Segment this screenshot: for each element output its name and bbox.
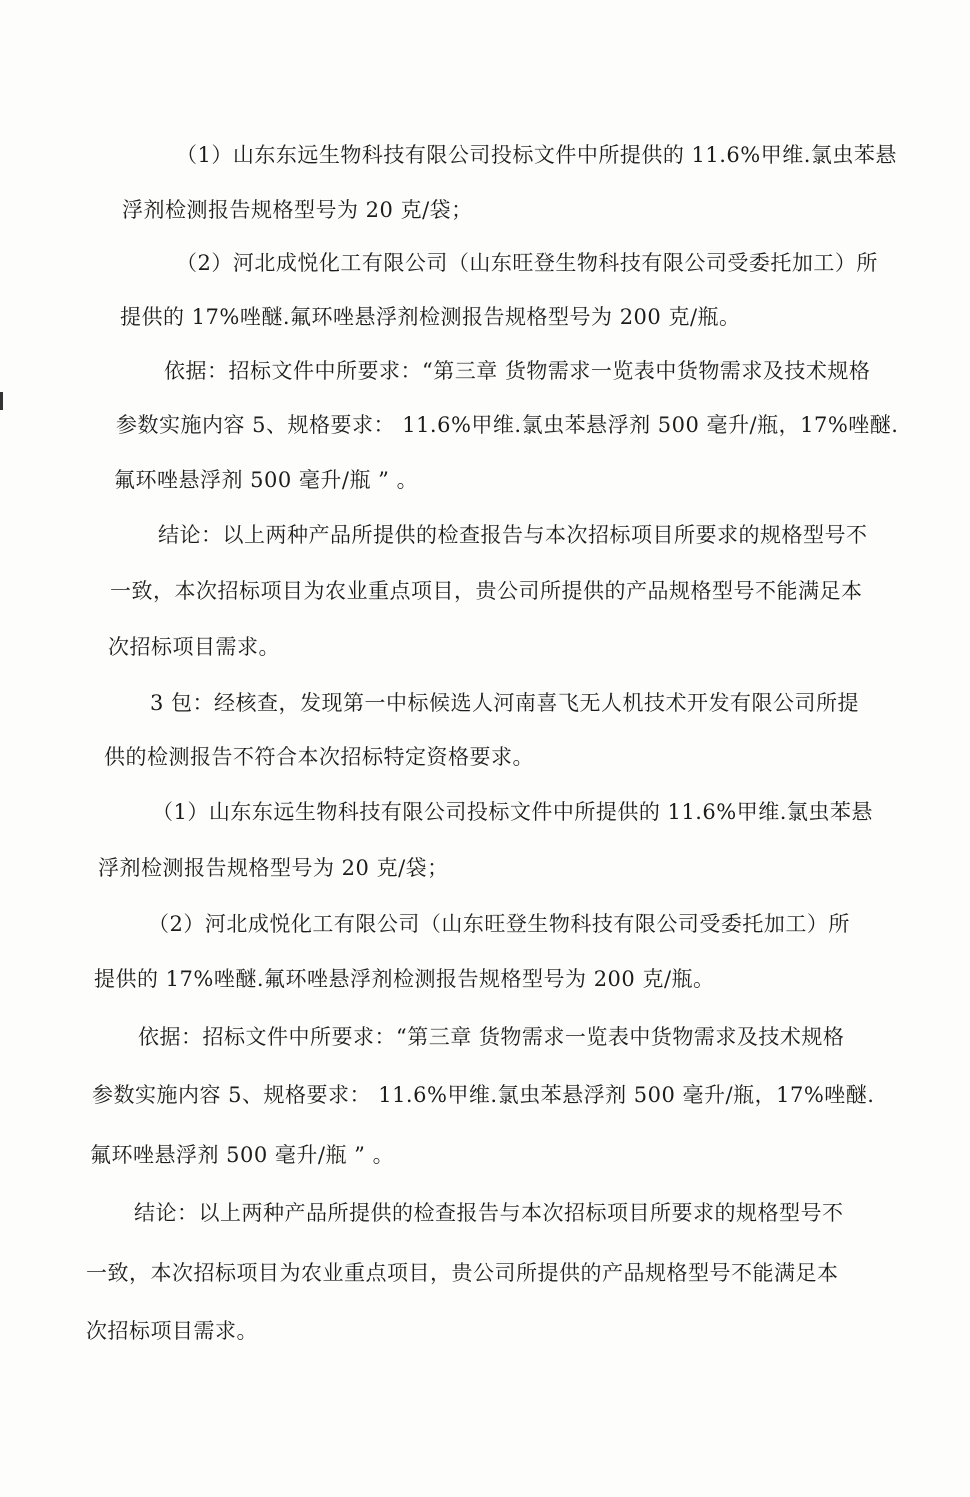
paragraph-line: 结论：以上两种产品所提供的检查报告与本次招标项目所要求的规格型号不 — [158, 523, 868, 547]
paragraph-line: 氟环唑悬浮剂 500 毫升/瓶 ” 。 — [114, 468, 419, 492]
paragraph-line: 一致，本次招标项目为农业重点项目，贵公司所提供的产品规格型号不能满足本 — [86, 1261, 839, 1285]
paragraph-line: （2）河北成悦化工有限公司（山东旺登生物科技有限公司受委托加工）所 — [148, 912, 850, 936]
paragraph-line: 浮剂检测报告规格型号为 20 克/袋； — [98, 856, 449, 880]
paragraph-line: 依据：招标文件中所要求：“第三章 货物需求一览表中货物需求及技术规格 — [164, 359, 871, 383]
paragraph-line: 提供的 17%唑醚.氟环唑悬浮剂检测报告规格型号为 200 克/瓶。 — [94, 967, 715, 991]
paragraph-line: 次招标项目需求。 — [108, 635, 280, 659]
paragraph-line: 氟环唑悬浮剂 500 毫升/瓶 ” 。 — [90, 1143, 395, 1167]
paragraph-line: 参数实施内容 5、规格要求： 11.6%甲维.氯虫苯悬浮剂 500 毫升/瓶，17%唑醚. — [116, 413, 899, 437]
paragraph-line: 次招标项目需求。 — [86, 1319, 258, 1343]
paragraph-line: 结论：以上两种产品所提供的检查报告与本次招标项目所要求的规格型号不 — [134, 1201, 844, 1225]
paragraph-line: 浮剂检测报告规格型号为 20 克/袋； — [122, 198, 473, 222]
paragraph-line: （1）山东东远生物科技有限公司投标文件中所提供的 11.6%甲维.氯虫苯悬 — [152, 800, 873, 824]
paragraph-line: 3 包：经核查，发现第一中标候选人河南喜飞无人机技术开发有限公司所提 — [150, 691, 860, 715]
scan-edge-mark — [0, 392, 3, 410]
paragraph-line: 提供的 17%唑醚.氟环唑悬浮剂检测报告规格型号为 200 克/瓶。 — [120, 305, 741, 329]
paragraph-line: 依据：招标文件中所要求：“第三章 货物需求一览表中货物需求及技术规格 — [138, 1025, 845, 1049]
paragraph-line: 参数实施内容 5、规格要求： 11.6%甲维.氯虫苯悬浮剂 500 毫升/瓶，17%唑醚. — [92, 1083, 875, 1107]
paragraph-line: （1）山东东远生物科技有限公司投标文件中所提供的 11.6%甲维.氯虫苯悬 — [176, 143, 897, 167]
paragraph-line: （2）河北成悦化工有限公司（山东旺登生物科技有限公司受委托加工）所 — [176, 251, 878, 275]
paragraph-line: 供的检测报告不符合本次招标特定资格要求。 — [104, 745, 534, 769]
paragraph-line: 一致，本次招标项目为农业重点项目，贵公司所提供的产品规格型号不能满足本 — [110, 579, 863, 603]
